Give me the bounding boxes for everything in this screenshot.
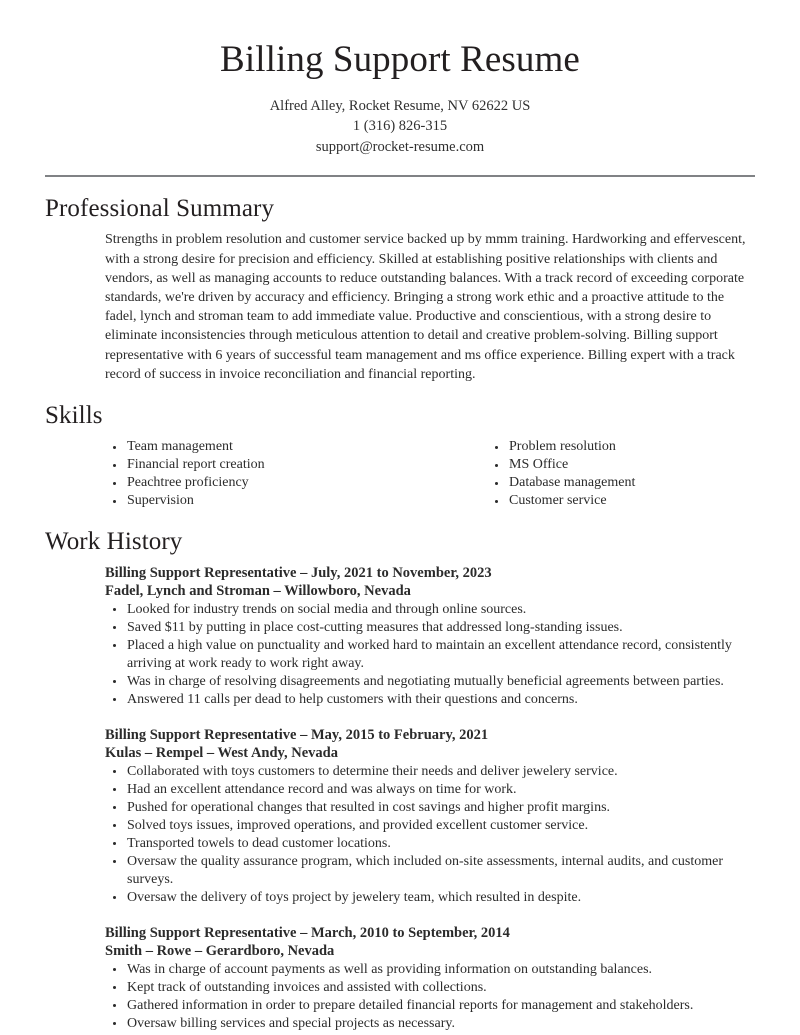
section-heading-professional-summary: Professional Summary <box>45 195 275 223</box>
job-title-line: Billing Support Representative – July, 2021 to November, 2023 <box>105 564 492 581</box>
contact-address: Alfred Alley, Rocket Resume, NV 62622 US <box>269 97 531 114</box>
list-item: Customer service <box>487 492 755 510</box>
page-title: Billing Support Resume <box>220 39 580 80</box>
list-item: Answered 11 calls per dead to help customers with their questions and concerns. <box>105 691 755 709</box>
list-item: Financial report creation <box>105 456 430 474</box>
section-heading-skills: Skills <box>45 402 103 430</box>
list-item: Transported towels to dead customer locations. <box>105 835 755 853</box>
list-item: Collaborated with toys customers to determine their needs and deliver jewelery service. <box>105 763 755 781</box>
list-item: MS Office <box>487 456 755 474</box>
job-title-line: Billing Support Representative – March, 2010 to September, 2014 <box>105 924 510 941</box>
list-item: Team management <box>105 438 430 456</box>
skills-column-left <box>105 438 430 510</box>
skills-list-right <box>487 438 755 510</box>
job-entry <box>105 726 755 907</box>
header-divider <box>45 175 755 177</box>
job-title-line: Billing Support Representative – May, 2015 to February, 2021 <box>105 726 489 743</box>
work-history-body <box>45 564 755 1033</box>
list-item: Problem resolution <box>487 438 755 456</box>
job-bullet-list <box>105 763 755 907</box>
professional-summary-body <box>45 230 755 384</box>
list-item: Placed a high value on punctuality and worked hard to maintain an excellent attendance record, consistently arriving at work ready to work right away. <box>105 637 755 673</box>
list-item: Looked for industry trends on social media and through online sources. <box>105 601 755 619</box>
skills-column-right <box>430 438 755 510</box>
job-bullet-list <box>105 601 755 709</box>
section-work-history <box>45 526 755 1032</box>
job-company-line: Kulas – Rempel – West Andy, Nevada <box>105 745 338 762</box>
job-entry <box>105 924 755 1033</box>
list-item: Kept track of outstanding invoices and assisted with collections. <box>105 979 755 997</box>
list-item: Supervision <box>105 492 430 510</box>
job-entry <box>105 564 755 709</box>
list-item: Solved toys issues, improved operations, and provided excellent customer service. <box>105 817 755 835</box>
list-item: Gathered information in order to prepare detailed financial reports for management and stakeholders. <box>105 997 755 1015</box>
job-company-line: Smith – Rowe – Gerardboro, Nevada <box>105 943 335 960</box>
list-item: Database management <box>487 474 755 492</box>
contact-email: support@rocket-resume.com <box>315 138 485 155</box>
professional-summary-text: Strengths in problem resolution and customer service backed up by mmm training. Hardworking and effervescent, with a strong desire for precision and efficiency. Skilled at establishing positive relationships with clients and vendors, as well as managing accounts to reduce outstanding balances. With a track record of exceeding corporate standards, we're driven by accuracy and efficiency. Bringing a strong work ethic and a proactive attitude to the fadel, lynch and stroman team to add immediate value. Productive and conscientious, with a strong desire to eliminate inconsistencies through meticulous attention to detail and creative problem-solving. Billing support representative with 6 years of successful team management and ms office experience. Billing expert with a track record of success in invoice reconciliation and financial reporting. <box>105 232 746 382</box>
list-item: Oversaw the quality assurance program, which included on-site assessments, internal audits, and customer surveys. <box>105 853 755 889</box>
contact-phone: 1 (316) 826-315 <box>352 118 448 135</box>
skills-columns <box>45 438 755 510</box>
list-item: Peachtree proficiency <box>105 474 430 492</box>
list-item: Saved $11 by putting in place cost-cutting measures that addressed long-standing issues. <box>105 619 755 637</box>
list-item: Oversaw billing services and special projects as necessary. <box>105 1015 755 1033</box>
section-skills <box>45 400 755 510</box>
list-item: Had an excellent attendance record and was always on time for work. <box>105 781 755 799</box>
section-heading-work-history: Work History <box>45 528 183 556</box>
list-item: Was in charge of account payments as well as providing information on outstanding balances. <box>105 961 755 979</box>
list-item: Was in charge of resolving disagreements and negotiating mutually beneficial agreements between parties. <box>105 673 755 691</box>
skills-list-left <box>105 438 430 510</box>
contact-block <box>45 96 755 158</box>
section-professional-summary <box>45 193 755 384</box>
list-item: Pushed for operational changes that resulted in cost savings and higher profit margins. <box>105 799 755 817</box>
list-item: Oversaw the delivery of toys project by jewelery team, which resulted in despite. <box>105 889 755 907</box>
job-company-line: Fadel, Lynch and Stroman – Willowboro, Nevada <box>105 583 411 600</box>
job-bullet-list <box>105 961 755 1033</box>
